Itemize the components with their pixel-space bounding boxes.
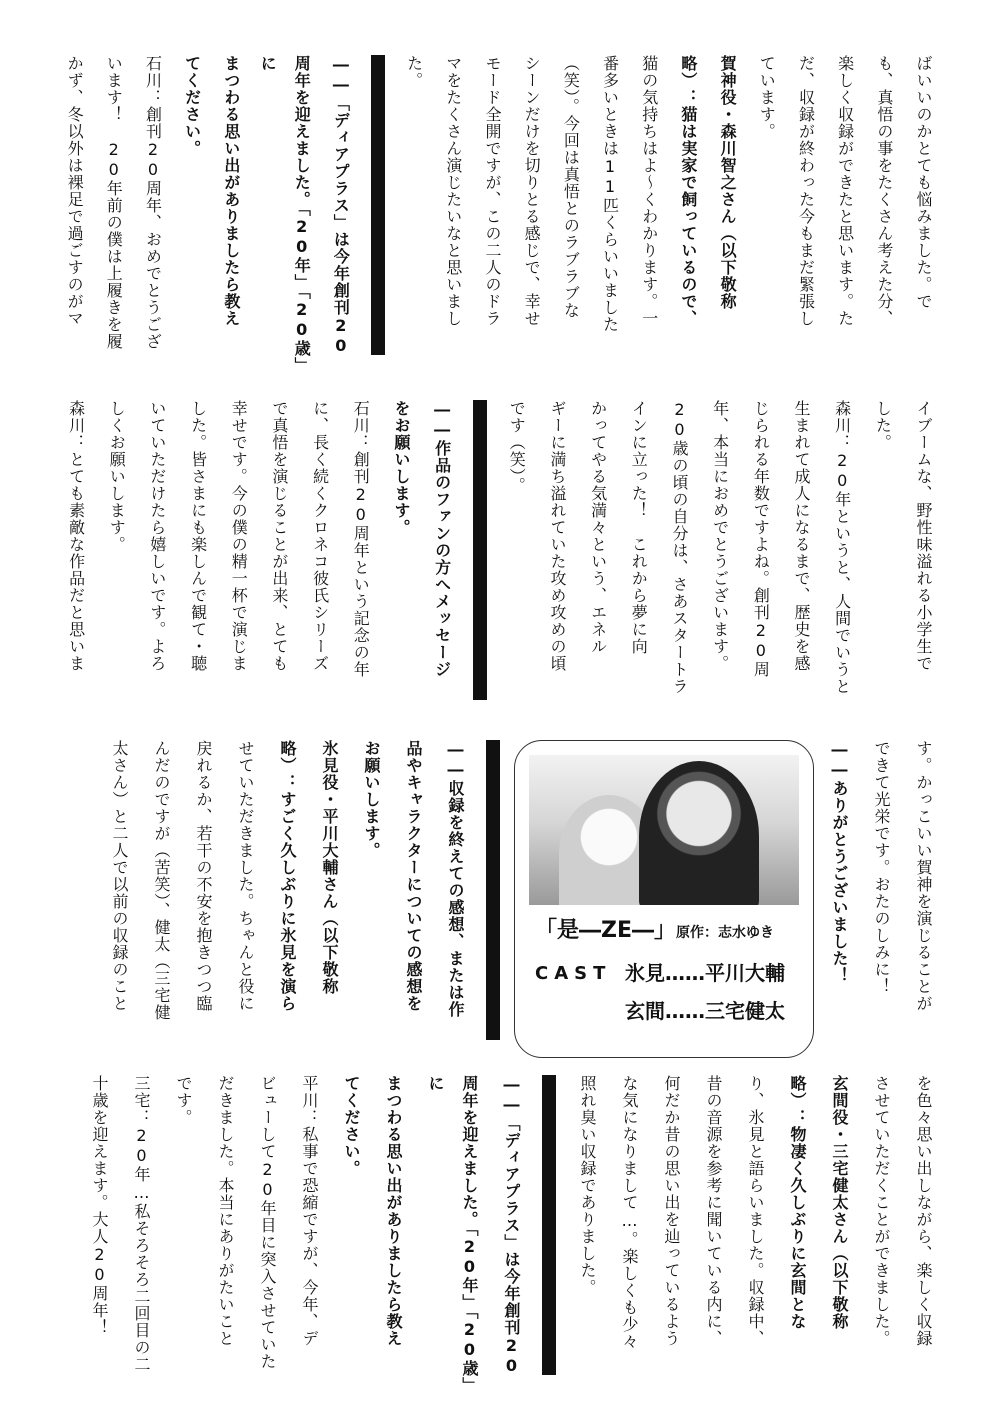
- interview-question: をお願いします。: [391, 400, 411, 536]
- interview-question: ――「ディアプラス」は今年創刊20: [502, 1075, 521, 1376]
- text-column: インに立った！ これから夢に向: [629, 400, 649, 655]
- text-column: しくお願いします。: [107, 400, 127, 553]
- text-column: に、長く続くクロネコ彼氏シリーズ: [310, 400, 330, 672]
- text-column: モード全開ですが、この二人のドラ: [482, 55, 502, 327]
- text-column: 太さん）と二人で以前の収録のこと: [110, 740, 129, 1012]
- text-column: ばいいのかとても悩みました。で: [914, 55, 933, 310]
- speaker-heading: 略）：猫は実家で飼っているので、: [678, 55, 698, 327]
- text-column: 三宅：20年…私そろそろ二回目の二: [132, 1075, 151, 1373]
- text-column: す。かっこいい賀神を演じることが: [914, 740, 933, 1012]
- text-column: 20歳の頃の自分は、さあスタートラ: [669, 400, 689, 695]
- text-column: た。: [404, 55, 424, 89]
- text-column: かず、冬以外は裸足で過ごすのがマ: [65, 55, 85, 327]
- interview-question: ――収録を終えての感想、または作: [446, 740, 465, 1018]
- text-column: した。: [873, 400, 893, 451]
- text-column: だ、収録が終わった今もまだ緊張し: [796, 55, 816, 327]
- speaker-heading: 略）：すごく久しぶりに氷見を演ら: [278, 740, 297, 1012]
- text-column: 石川：創刊20周年という記念の年: [351, 400, 371, 678]
- text-column: 楽しく収録ができたと思います。た: [835, 55, 855, 327]
- text-column: いていただけたら嬉しいです。よろ: [147, 400, 167, 672]
- text-column: できて光栄です。おたのしみに！: [872, 740, 891, 995]
- interview-question: てください。: [182, 55, 202, 157]
- interview-question: お願いします。: [362, 740, 381, 859]
- character-figure: [639, 761, 759, 905]
- text-column: 番多いときは11匹くらいいました: [600, 55, 620, 333]
- text-band-4: [60, 1075, 940, 1395]
- interview-question: てください。: [342, 1075, 361, 1177]
- interview-question: 品やキャラクターについての感想を: [404, 740, 423, 1012]
- speaker-heading: 略）：物凄く久しぶりに玄間とな: [788, 1075, 807, 1330]
- section-rule: [486, 740, 500, 1040]
- text-column: マをたくさん演じたいなと思いまし: [443, 55, 463, 327]
- cast-label: CAST: [535, 963, 612, 984]
- text-band-2: [60, 400, 940, 720]
- text-column: を色々思い出しながら、楽しく収録: [914, 1075, 933, 1347]
- work-title: 「是―ZE―」: [535, 918, 676, 943]
- cast-row: 氷見……平川大輔: [625, 961, 785, 985]
- text-column: ギーに満ち溢れていた攻め攻めの頃: [547, 400, 567, 672]
- text-column: （笑）。今回は真悟とのラブラブな: [561, 55, 581, 319]
- cover-illustration: [529, 755, 799, 905]
- text-column: です（笑）。: [507, 400, 527, 494]
- section-rule: [371, 55, 385, 355]
- text-column: 猫の気持ちはよ〜くわかります。一: [639, 55, 659, 327]
- text-column: 十歳を迎えます。大人20周年！: [90, 1075, 109, 1336]
- text-column: ています。: [757, 55, 777, 140]
- text-column: 何だか昔の思い出を辿っているよう: [662, 1075, 681, 1347]
- interview-question: 周年を迎えました。「20年」「20歳」に: [258, 55, 312, 374]
- text-column: 森川：20年というと、人間でいうと: [832, 400, 852, 695]
- interview-question: 周年を迎えました。「20年」「20歳」に: [426, 1075, 479, 1394]
- text-column: 照れ臭い収録でありました。: [578, 1075, 597, 1296]
- speaker-heading: 賀神役・森川智之さん（以下敬称: [718, 55, 738, 310]
- cast-title: [535, 913, 774, 944]
- interview-question: ――「ディアプラス」は今年創刊20: [331, 55, 351, 356]
- text-band-1: [60, 55, 940, 375]
- text-column: イブームな、野性味溢れる小学生で: [914, 400, 933, 672]
- text-column: も、真悟の事をたくさん考えた分、: [874, 55, 894, 327]
- text-band-3: [60, 740, 940, 1060]
- cast-info-box: [514, 740, 814, 1058]
- text-column: した。皆さまにも楽しんで観て・聴: [188, 400, 208, 672]
- text-column: です。: [174, 1075, 193, 1126]
- text-column: で真悟を演じることが出来、とても: [269, 400, 289, 672]
- speaker-heading: 玄間役・三宅健太さん（以下敬称: [830, 1075, 849, 1330]
- text-column: 戻れるか、若干の不安を抱きつつ臨: [194, 740, 213, 1012]
- interview-question: ――ありがとうございました！: [830, 740, 849, 984]
- interview-question: まつわる思い出がありましたら教え: [221, 55, 241, 327]
- text-column: り、氷見と語らいました。収録中、: [746, 1075, 765, 1347]
- text-column: 生まれて成人になるまで、歴史を感: [791, 400, 811, 672]
- text-column: させていただくことができました。: [872, 1075, 891, 1347]
- text-column: かってやる気満々という、エネル: [588, 400, 608, 655]
- section-rule: [473, 400, 487, 700]
- cast-row: 玄間……三宅健太: [625, 999, 785, 1023]
- text-column: います！ 20年前の僕は上履きを履: [104, 55, 124, 350]
- text-column: 石川：創刊20周年、おめでとうござ: [143, 55, 163, 350]
- text-column: せていただきました。ちゃんと役に: [236, 740, 255, 1012]
- text-column: な気になりまして…。楽しくも少々: [620, 1075, 639, 1350]
- text-column: 年、本当におめでとうございます。: [710, 400, 730, 672]
- text-column: 平川：私事で恐縮ですが、今年、デ: [300, 1075, 319, 1347]
- text-column: シーンだけを切りとる感じで、幸せ: [522, 55, 542, 327]
- work-author: 原作：志水ゆき: [675, 925, 774, 941]
- section-rule: [542, 1075, 556, 1375]
- text-column: んだのですが（苦笑）、健太（三宅健: [152, 740, 171, 1021]
- text-column: だきました。本当にありがたいこと: [216, 1075, 235, 1347]
- text-column: 幸せです。今の僕の精一杯で演じま: [229, 400, 249, 672]
- interview-question: ――作品のファンの方へメッセージ: [432, 400, 452, 678]
- text-column: 昔の音源を参考に聞いている内に、: [704, 1075, 723, 1347]
- text-column: ビューして20年目に突入させていた: [258, 1075, 277, 1370]
- speaker-heading: 氷見役・平川大輔さん（以下敬称: [320, 740, 339, 995]
- text-column: じられる年数ですよね。創刊20周: [751, 400, 771, 678]
- text-column: 森川：とても素敵な作品だと思いま: [66, 400, 86, 672]
- interview-question: まつわる思い出がありましたら教え: [384, 1075, 403, 1347]
